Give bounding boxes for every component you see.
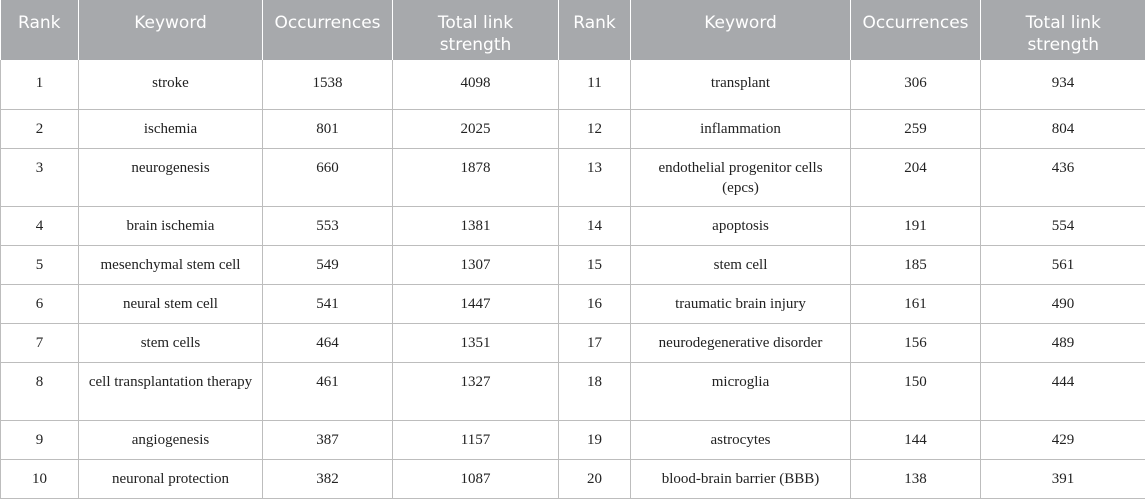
- rank-cell: 11: [559, 60, 631, 109]
- table-row: [1, 109, 1145, 148]
- rank-cell: 2: [1, 109, 79, 148]
- link-strength-cell: 490: [981, 284, 1145, 323]
- link-strength-cell: 4098: [393, 60, 559, 109]
- table-row: [1, 148, 1145, 206]
- header-row: [1, 0, 1145, 60]
- link-strength-cell: 1327: [393, 362, 559, 420]
- rank-cell: 15: [559, 245, 631, 284]
- rank-cell: 10: [1, 459, 79, 498]
- table-row: [1, 420, 1145, 459]
- occurrences-cell: 156: [851, 323, 981, 362]
- link-strength-cell: 1878: [393, 148, 559, 206]
- keyword-cell: neuronal protection: [79, 459, 263, 498]
- table-row: [1, 459, 1145, 498]
- keyword-cell: neural stem cell: [79, 284, 263, 323]
- keyword-cell: stroke: [79, 60, 263, 109]
- rank-cell: 12: [559, 109, 631, 148]
- table-row: [1, 60, 1145, 109]
- keyword-cell: apoptosis: [631, 206, 851, 245]
- link-strength-cell: 489: [981, 323, 1145, 362]
- table-row: [1, 284, 1145, 323]
- keyword-cell: brain ischemia: [79, 206, 263, 245]
- rank-cell: 9: [1, 420, 79, 459]
- rank-cell: 7: [1, 323, 79, 362]
- rank-cell: 8: [1, 362, 79, 420]
- link-strength-cell: 934: [981, 60, 1145, 109]
- header-total-link-strength: Total link strength: [393, 0, 559, 60]
- table-row: [1, 362, 1145, 420]
- occurrences-cell: 464: [263, 323, 393, 362]
- rank-cell: 4: [1, 206, 79, 245]
- link-strength-cell: 1087: [393, 459, 559, 498]
- header-keyword-2: Keyword: [631, 0, 851, 60]
- occurrences-cell: 150: [851, 362, 981, 420]
- header-occurrences-2: Occurrences: [851, 0, 981, 60]
- rank-cell: 20: [559, 459, 631, 498]
- keyword-cell: inflammation: [631, 109, 851, 148]
- keyword-cell: astrocytes: [631, 420, 851, 459]
- rank-cell: 19: [559, 420, 631, 459]
- occurrences-cell: 185: [851, 245, 981, 284]
- table-row: [1, 245, 1145, 284]
- occurrences-cell: 387: [263, 420, 393, 459]
- occurrences-cell: 259: [851, 109, 981, 148]
- keyword-cell: ischemia: [79, 109, 263, 148]
- rank-cell: 18: [559, 362, 631, 420]
- occurrences-cell: 549: [263, 245, 393, 284]
- keyword-cell: stem cell: [631, 245, 851, 284]
- occurrences-cell: 306: [851, 60, 981, 109]
- rank-cell: 3: [1, 148, 79, 206]
- link-strength-cell: 1307: [393, 245, 559, 284]
- link-strength-cell: 561: [981, 245, 1145, 284]
- occurrences-cell: 144: [851, 420, 981, 459]
- occurrences-cell: 1538: [263, 60, 393, 109]
- occurrences-cell: 204: [851, 148, 981, 206]
- header-rank-2: Rank: [559, 0, 631, 60]
- rank-cell: 17: [559, 323, 631, 362]
- table-body: [1, 60, 1145, 498]
- occurrences-cell: 541: [263, 284, 393, 323]
- keyword-cell: neurogenesis: [79, 148, 263, 206]
- keyword-cell: mesenchymal stem cell: [79, 245, 263, 284]
- link-strength-cell: 554: [981, 206, 1145, 245]
- occurrences-cell: 138: [851, 459, 981, 498]
- header-occurrences: Occurrences: [263, 0, 393, 60]
- rank-cell: 14: [559, 206, 631, 245]
- occurrences-cell: 191: [851, 206, 981, 245]
- link-strength-cell: 1447: [393, 284, 559, 323]
- occurrences-cell: 382: [263, 459, 393, 498]
- link-strength-cell: 1351: [393, 323, 559, 362]
- link-strength-cell: 1381: [393, 206, 559, 245]
- rank-cell: 1: [1, 60, 79, 109]
- header-keyword: Keyword: [79, 0, 263, 60]
- keyword-cell: traumatic brain injury: [631, 284, 851, 323]
- keyword-cell: stem cells: [79, 323, 263, 362]
- keyword-cell: angiogenesis: [79, 420, 263, 459]
- header-rank: Rank: [1, 0, 79, 60]
- link-strength-cell: 2025: [393, 109, 559, 148]
- table-row: [1, 206, 1145, 245]
- occurrences-cell: 461: [263, 362, 393, 420]
- occurrences-cell: 553: [263, 206, 393, 245]
- occurrences-cell: 801: [263, 109, 393, 148]
- keyword-cell: blood-brain barrier (BBB): [631, 459, 851, 498]
- keyword-cell: endothelial progenitor cells (epcs): [631, 148, 851, 206]
- link-strength-cell: 804: [981, 109, 1145, 148]
- rank-cell: 16: [559, 284, 631, 323]
- rank-cell: 6: [1, 284, 79, 323]
- link-strength-cell: 429: [981, 420, 1145, 459]
- keyword-cell: neurodegenerative disorder: [631, 323, 851, 362]
- rank-cell: 5: [1, 245, 79, 284]
- table-row: [1, 323, 1145, 362]
- link-strength-cell: 436: [981, 148, 1145, 206]
- keyword-cell: transplant: [631, 60, 851, 109]
- occurrences-cell: 161: [851, 284, 981, 323]
- rank-cell: 13: [559, 148, 631, 206]
- table-header: [1, 0, 1145, 60]
- keyword-cell: cell transplantation therapy: [79, 362, 263, 420]
- occurrences-cell: 660: [263, 148, 393, 206]
- link-strength-cell: 1157: [393, 420, 559, 459]
- keyword-cell: microglia: [631, 362, 851, 420]
- link-strength-cell: 391: [981, 459, 1145, 498]
- link-strength-cell: 444: [981, 362, 1145, 420]
- header-total-link-strength-2: Total link strength: [981, 0, 1145, 60]
